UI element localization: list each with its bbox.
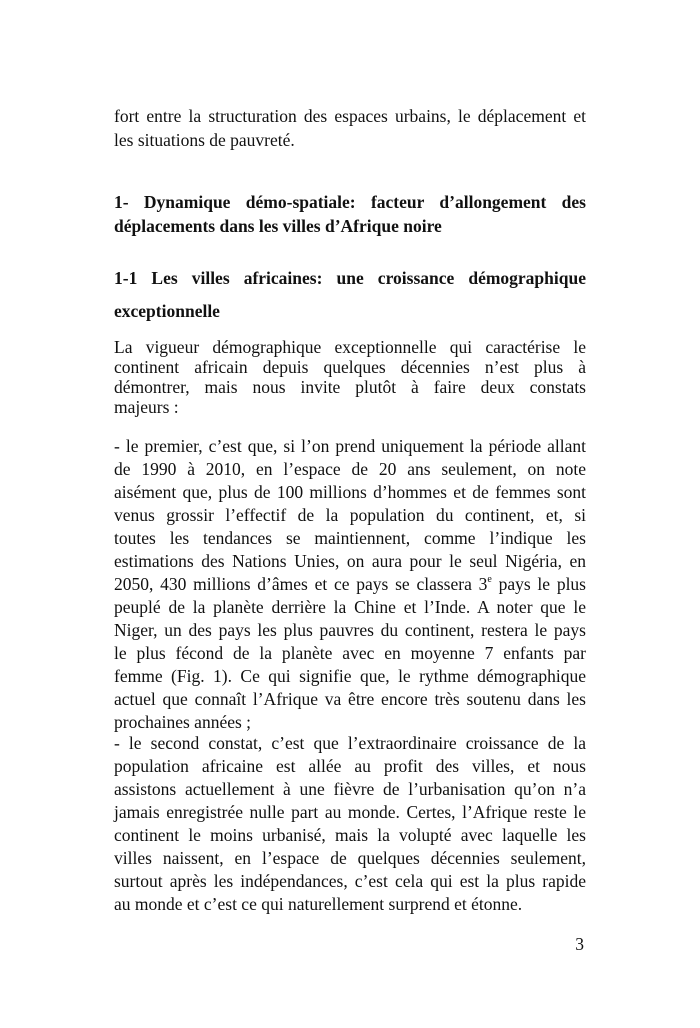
- paragraph-line: estimations des Nations Unies, on aura pour le seul Nigéria, en: [114, 551, 586, 571]
- paragraph-line: femme (Fig. 1). Ce qui signifie que, le rythme démographique: [114, 666, 586, 686]
- paragraph-line: [114, 574, 586, 594]
- paragraph-line: villes naissent, en l’espace de quelques décennies seulement,: [114, 848, 586, 868]
- section-heading: 1- Dynamique démo-spatiale: facteur d’allongement des: [114, 192, 586, 212]
- paragraph-line: majeurs :: [114, 397, 179, 417]
- paragraph-line: surtout après les indépendances, c’est cela qui est la plus rapide: [114, 871, 586, 891]
- paragraph-line: - le premier, c’est que, si l’on prend uniquement la période allant: [114, 436, 586, 456]
- paragraph-line: Niger, un des pays les plus pauvres du continent, restera le pays: [114, 620, 586, 640]
- subsection-heading: exceptionnelle: [114, 301, 220, 321]
- page-number: 3: [575, 934, 584, 954]
- text-run: pays le plus: [491, 574, 586, 594]
- paragraph-line: démontrer, mais nous invite plutôt à faire deux constats: [114, 377, 586, 397]
- superscript-ordinal: e: [487, 574, 492, 585]
- paragraph-line: venus grossir l’effectif de la population du continent, et, si: [114, 505, 586, 525]
- paragraph-line: de 1990 à 2010, en l’espace de 20 ans seulement, on note: [114, 459, 586, 479]
- paragraph-line: aisément que, plus de 100 millions d’hommes et de femmes sont: [114, 482, 586, 502]
- paragraph-line: prochaines années ;: [114, 712, 252, 732]
- paragraph-line: le plus fécond de la planète avec en moyenne 7 enfants par: [114, 643, 586, 663]
- paragraph-line: actuel que connaît l’Afrique va être encore très soutenu dans les: [114, 689, 586, 709]
- paragraph-line: jamais enregistrée nulle part au monde. Certes, l’Afrique reste le: [114, 802, 586, 822]
- paragraph-line: continent le moins urbanisé, mais la volupté avec laquelle les: [114, 825, 586, 845]
- text-run: 2050, 430 millions d’âmes et ce pays se classera 3: [114, 574, 488, 594]
- paragraph-line: les situations de pauvreté.: [114, 130, 295, 150]
- paragraph-line: au monde et c’est ce qui naturellement surprend et étonne.: [114, 894, 523, 914]
- section-heading: déplacements dans les villes d’Afrique noire: [114, 216, 442, 236]
- subsection-heading: 1-1 Les villes africaines: une croissance démographique: [114, 268, 586, 288]
- paragraph-line: population africaine est allée au profit des villes, et nous: [114, 756, 586, 776]
- paragraph-line: - le second constat, c’est que l’extraordinaire croissance de la: [114, 733, 586, 753]
- paragraph-line: fort entre la structuration des espaces urbains, le déplacement et: [114, 106, 586, 126]
- paragraph-line: peuplé de la planète derrière la Chine et l’Inde. A noter que le: [114, 597, 586, 617]
- paragraph-line: assistons actuellement à une fièvre de l’urbanisation qu’on n’a: [114, 779, 586, 799]
- paragraph-line: toutes les tendances se maintiennent, comme l’indique les: [114, 528, 586, 548]
- paragraph-line: continent africain depuis quelques décennies n’est plus à: [114, 357, 586, 377]
- paragraph-line: La vigueur démographique exceptionnelle qui caractérise le: [114, 337, 586, 357]
